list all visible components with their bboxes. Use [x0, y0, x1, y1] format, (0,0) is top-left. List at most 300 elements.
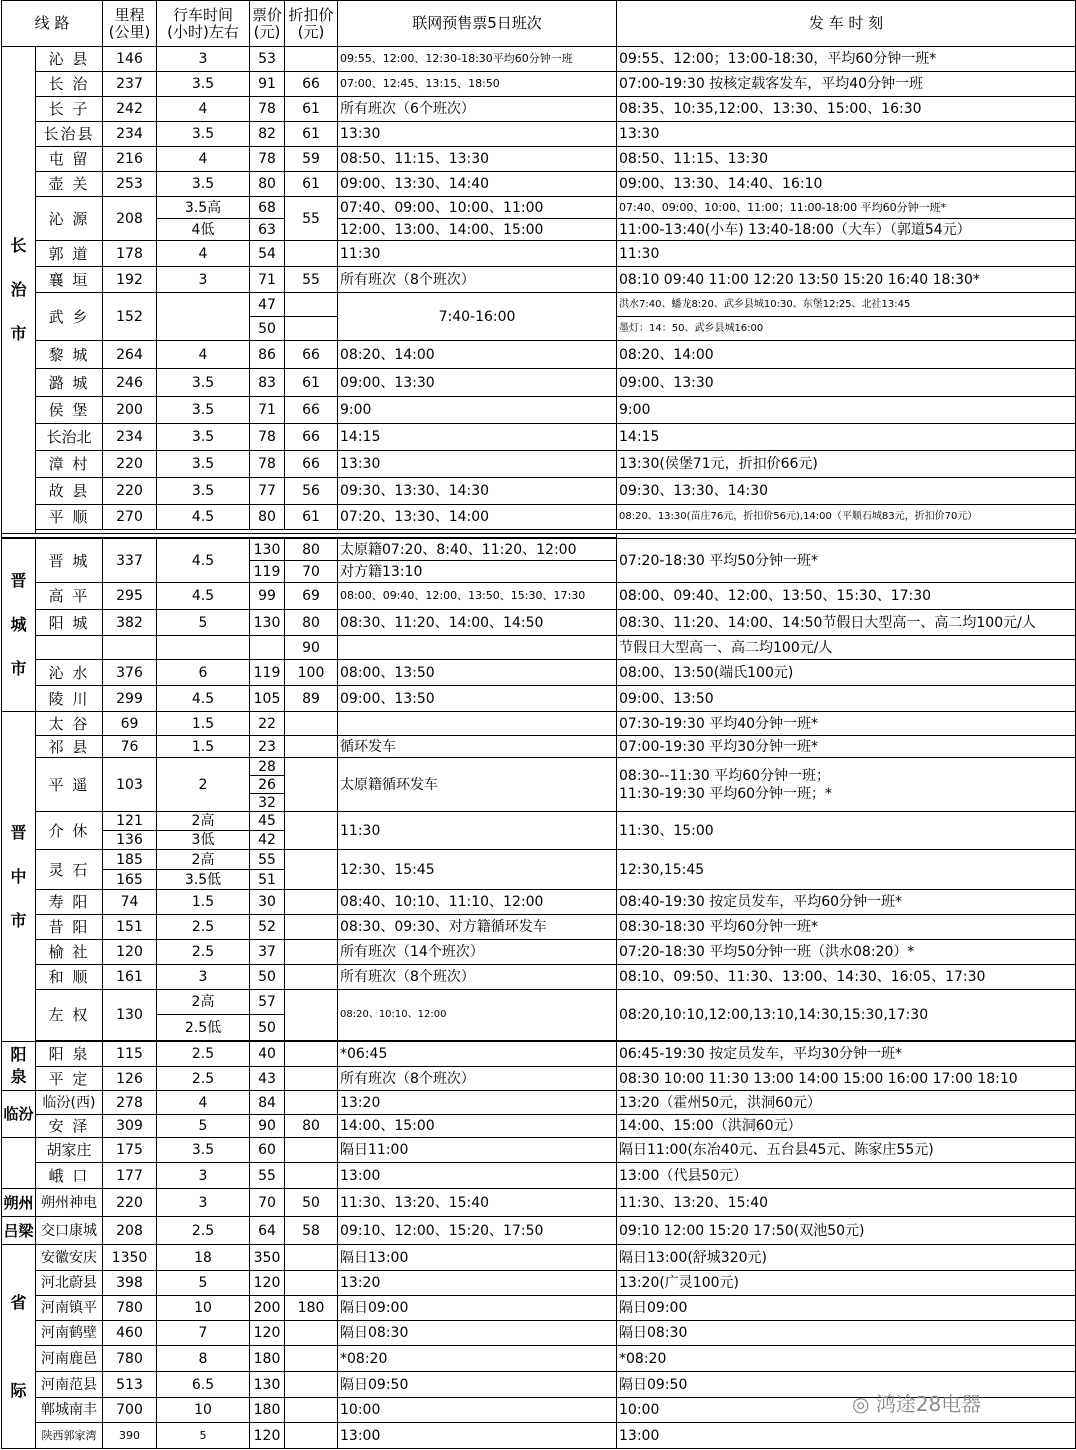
mileage-cell: 700 — [103, 1398, 157, 1423]
mileage-cell: 69 — [103, 712, 157, 736]
route-name: 太 谷 — [36, 712, 103, 736]
route-name: 平 顺 — [36, 505, 103, 530]
route-name: 高 平 — [36, 583, 103, 610]
route-name: 峨 口 — [36, 1163, 103, 1189]
online-cell: 隔日11:00 — [338, 1138, 617, 1163]
mileage-cell: 152 — [103, 293, 157, 341]
time-cell: 2.5 — [157, 940, 250, 965]
price-cell: 43 — [250, 1067, 285, 1091]
depart-cell: 11:30、13:20、15:40 — [617, 1189, 1076, 1217]
time-cell: 5 — [157, 610, 250, 636]
route-name: 交口康城 — [36, 1217, 103, 1245]
time-cell: 3.5 — [157, 424, 250, 451]
price-cell: 78 — [250, 147, 285, 172]
price-cell: 50 — [250, 965, 285, 990]
online-cell: 08:00、09:40、12:00、13:50、15:30、17:30 — [338, 583, 617, 610]
depart-cell: 08:30 10:00 11:30 13:00 14:00 15:00 16:00 17:00 18:10 — [617, 1067, 1076, 1091]
time-cell: 3.5 — [157, 122, 250, 147]
time-cell: 3 — [157, 267, 250, 293]
online-cell: *08:20 — [338, 1346, 617, 1372]
price-cell: 68 — [250, 197, 285, 219]
route-name: 和 顺 — [36, 965, 103, 990]
table-row — [2, 397, 1076, 424]
price-cell: 86 — [250, 341, 285, 369]
price-cell: 54 — [250, 241, 285, 267]
price-cell: 120 — [250, 1423, 285, 1449]
depart-cell: 08:10、09:50、11:30、13:00、14:30、16:05、17:30 — [617, 965, 1076, 990]
depart-cell: 08:20、14:00 — [617, 341, 1076, 369]
mileage-cell: 151 — [103, 915, 157, 940]
discount-cell — [285, 890, 338, 915]
online-cell: 所有班次（6个班次） — [338, 97, 617, 122]
price-cell: 119 — [250, 660, 285, 686]
online-cell: 12:00、13:00、14:00、15:00 — [338, 219, 617, 241]
price-cell: 120 — [250, 1321, 285, 1346]
online-cell: 13:00 — [338, 1163, 617, 1189]
table-row — [2, 147, 1076, 172]
price-cell — [250, 636, 285, 660]
mileage-cell: 253 — [103, 172, 157, 197]
route-name: 河南镇平 — [36, 1296, 103, 1321]
price-cell: 60 — [250, 1138, 285, 1163]
online-cell: 11:30 — [338, 812, 617, 850]
online-cell: 08:30、11:20、14:00、14:50 — [338, 610, 617, 636]
watermark-text: 鸿途28电器 — [875, 1392, 982, 1416]
online-cell: 07:00、12:45、13:15、18:50 — [338, 72, 617, 97]
table-row — [2, 1115, 1076, 1138]
time-cell — [157, 293, 250, 341]
depart-cell: *08:20 — [617, 1346, 1076, 1372]
depart-cell: 08:20、13:30(苗庄76元，折扣价56元),14:00（平顺石城83元，折扣价70元） — [617, 505, 1076, 530]
table-row — [2, 583, 1076, 610]
price-cell: 130 — [250, 610, 285, 636]
depart-cell: 08:00、09:40、12:00、13:50、15:30、17:30 — [617, 583, 1076, 610]
discount-cell — [285, 1321, 338, 1346]
discount-cell: 55 — [285, 267, 338, 293]
price-cell: 53 — [250, 47, 285, 72]
mileage-cell: 208 — [103, 1217, 157, 1245]
route-name: 沁 源 — [36, 197, 103, 241]
discount-cell: 66 — [285, 341, 338, 369]
mileage-cell: 220 — [103, 478, 157, 505]
mileage-cell: 185 — [103, 850, 157, 870]
table-row — [2, 47, 1076, 72]
route-name: 河南鹿邑 — [36, 1346, 103, 1372]
price-cell: 84 — [250, 1091, 285, 1115]
mileage-cell: 513 — [103, 1372, 157, 1398]
depart-cell: 08:00、13:50(端氏100元) — [617, 660, 1076, 686]
price-cell: 64 — [250, 1217, 285, 1245]
mileage-cell: 146 — [103, 47, 157, 72]
depart-cell: 墨灯：14：50、武乡县城16:00 — [617, 317, 1076, 341]
online-cell: 循环发车 — [338, 736, 617, 758]
price-cell: 22 — [250, 712, 285, 736]
route-name: 故 县 — [36, 478, 103, 505]
route-name: 长 治 — [36, 72, 103, 97]
route-name: 安徽安庆 — [36, 1245, 103, 1271]
route-name: 阳 城 — [36, 610, 103, 636]
time-cell: 3 — [157, 1189, 250, 1217]
depart-cell: 06:45-19:30 按定员发车，平均30分钟一班* — [617, 1042, 1076, 1067]
discount-cell — [285, 812, 338, 850]
table-row — [2, 712, 1076, 736]
table-row — [2, 1138, 1076, 1163]
group-label-jinzhong: 晋 中 市 — [2, 712, 36, 1042]
time-cell: 3.5 — [157, 397, 250, 424]
time-cell: 3.5 — [157, 451, 250, 478]
header-discount: 折扣价 (元) — [285, 1, 338, 47]
online-cell: 隔日09:50 — [338, 1372, 617, 1398]
discount-cell — [285, 1163, 338, 1189]
mileage-cell: 192 — [103, 267, 157, 293]
discount-cell — [285, 241, 338, 267]
time-cell: 3.5 — [157, 369, 250, 397]
price-cell: 50 — [250, 1015, 285, 1041]
table-row — [2, 478, 1076, 505]
route-name: 黎 城 — [36, 341, 103, 369]
discount-cell — [285, 1398, 338, 1423]
table-row — [2, 610, 1076, 636]
online-cell: 太原籍循环发车 — [338, 758, 617, 812]
time-cell: 10 — [157, 1296, 250, 1321]
table-row — [2, 1296, 1076, 1321]
route-name: 侯 堡 — [36, 397, 103, 424]
mileage-cell: 1350 — [103, 1245, 157, 1271]
route-name: 郭 道 — [36, 241, 103, 267]
mileage-cell: 237 — [103, 72, 157, 97]
route-name: 介 休 — [36, 812, 103, 850]
time-cell: 4 — [157, 341, 250, 369]
discount-cell: 59 — [285, 147, 338, 172]
online-cell: 太原籍07:20、8:40、11:20、12:00 — [338, 539, 617, 561]
time-cell: 4 — [157, 97, 250, 122]
price-cell: 57 — [250, 990, 285, 1015]
online-cell: 隔日08:30 — [338, 1321, 617, 1346]
route-name: 沁 县 — [36, 47, 103, 72]
online-cell: 08:20、14:00 — [338, 341, 617, 369]
time-cell: 2高 — [157, 850, 250, 870]
time-cell: 1.5 — [157, 736, 250, 758]
time-cell: 10 — [157, 1398, 250, 1423]
depart-cell: 08:35、10:35,12:00、13:30、15:00、16:30 — [617, 97, 1076, 122]
depart-cell: 13:30(侯堡71元，折扣价66元) — [617, 451, 1076, 478]
route-name: 河北蔚县 — [36, 1271, 103, 1296]
table-row — [2, 990, 1076, 1015]
table-row — [2, 267, 1076, 293]
discount-cell — [285, 965, 338, 990]
price-cell: 37 — [250, 940, 285, 965]
discount-cell: 56 — [285, 478, 338, 505]
online-cell — [338, 712, 617, 736]
table-row — [2, 172, 1076, 197]
discount-cell — [285, 1245, 338, 1271]
table-row — [2, 219, 1076, 241]
price-cell: 30 — [250, 890, 285, 915]
mileage-cell: 246 — [103, 369, 157, 397]
discount-cell: 89 — [285, 686, 338, 712]
discount-cell: 70 — [285, 561, 338, 583]
discount-cell — [285, 850, 338, 890]
price-cell: 45 — [250, 812, 285, 831]
discount-cell: 80 — [285, 610, 338, 636]
price-cell: 82 — [250, 122, 285, 147]
time-cell: 4低 — [157, 219, 250, 241]
depart-cell: 08:30-18:30 平均60分钟一班* — [617, 915, 1076, 940]
time-cell: 3低 — [157, 831, 250, 850]
route-name: 陕西郭家湾 — [36, 1423, 103, 1449]
time-cell: 2高 — [157, 812, 250, 831]
table-row — [2, 915, 1076, 940]
price-cell: 120 — [250, 1271, 285, 1296]
price-cell: 78 — [250, 451, 285, 478]
depart-cell: 09:30、13:30、14:30 — [617, 478, 1076, 505]
price-cell: 32 — [250, 794, 285, 812]
mileage-cell: 175 — [103, 1138, 157, 1163]
price-cell: 55 — [250, 1163, 285, 1189]
price-cell: 200 — [250, 1296, 285, 1321]
discount-cell: 61 — [285, 172, 338, 197]
price-cell: 78 — [250, 97, 285, 122]
mileage-cell: 115 — [103, 1042, 157, 1067]
table-row — [2, 369, 1076, 397]
discount-cell — [285, 1067, 338, 1091]
header-time: 行车时间 (小时)左右 — [157, 1, 250, 47]
header-departure-times: 发 车 时 刻 — [617, 1, 1076, 47]
online-cell: 10:00 — [338, 1398, 617, 1423]
table-row — [2, 890, 1076, 915]
mileage-cell: 165 — [103, 870, 157, 890]
table-row — [2, 812, 1076, 831]
route-name: 长 子 — [36, 97, 103, 122]
depart-cell: 14:00、15:00（洪洞60元） — [617, 1115, 1076, 1138]
time-cell: 7 — [157, 1321, 250, 1346]
online-cell: 11:30 — [338, 241, 617, 267]
group-label-changzhi: 长 治 市 — [2, 47, 36, 534]
price-cell: 42 — [250, 831, 285, 850]
discount-cell — [285, 1271, 338, 1296]
mileage-cell: 398 — [103, 1271, 157, 1296]
price-cell: 91 — [250, 72, 285, 97]
depart-cell: 13:00（代县50元） — [617, 1163, 1076, 1189]
depart-cell: 13:00 — [617, 1423, 1076, 1449]
online-cell: 12:30、15:45 — [338, 850, 617, 890]
price-cell: 80 — [250, 172, 285, 197]
online-cell: 所有班次（8个班次） — [338, 1067, 617, 1091]
header-online-presale: 联网预售票5日班次 — [338, 1, 617, 47]
online-cell: 09:00、13:50 — [338, 686, 617, 712]
discount-cell — [285, 1346, 338, 1372]
online-cell: 所有班次（8个班次） — [338, 267, 617, 293]
time-cell: 18 — [157, 1245, 250, 1271]
price-cell: 70 — [250, 1189, 285, 1217]
route-name: 朔州神电 — [36, 1189, 103, 1217]
online-cell: 09:10、12:00、15:20、17:50 — [338, 1217, 617, 1245]
online-cell: 所有班次（8个班次） — [338, 965, 617, 990]
depart-cell: 09:55、12:00；13:00-18:30，平均60分钟一班* — [617, 47, 1076, 72]
group-label-province: 省 际 — [2, 1245, 36, 1449]
price-cell: 77 — [250, 478, 285, 505]
mileage-cell: 216 — [103, 147, 157, 172]
price-cell: 180 — [250, 1398, 285, 1423]
discount-cell: 66 — [285, 451, 338, 478]
discount-cell: 58 — [285, 1217, 338, 1245]
table-row — [2, 1321, 1076, 1346]
mileage-cell: 309 — [103, 1115, 157, 1138]
depart-cell: 07:40、09:00、10:00、11:00；11:00-18:00 平均60分钟一班* — [617, 197, 1076, 219]
mileage-cell: 780 — [103, 1346, 157, 1372]
time-cell: 4 — [157, 1091, 250, 1115]
time-cell: 8 — [157, 1346, 250, 1372]
mileage-cell: 270 — [103, 505, 157, 530]
price-cell: 180 — [250, 1346, 285, 1372]
discount-cell — [285, 1042, 338, 1067]
mileage-cell: 120 — [103, 940, 157, 965]
table-row — [2, 1217, 1076, 1245]
mileage-cell: 278 — [103, 1091, 157, 1115]
depart-cell: 09:00、13:30、14:40、16:10 — [617, 172, 1076, 197]
discount-cell: 69 — [285, 583, 338, 610]
route-name: 壶 关 — [36, 172, 103, 197]
depart-cell: 隔日09:50 — [617, 1372, 1076, 1398]
depart-cell: 隔日13:00(舒城320元) — [617, 1245, 1076, 1271]
discount-cell — [285, 990, 338, 1041]
time-cell: 3.5 — [157, 1138, 250, 1163]
price-cell: 80 — [250, 505, 285, 530]
discount-cell: 100 — [285, 660, 338, 686]
depart-line: 11:30-19:30 平均60分钟一班；* — [619, 785, 833, 802]
price-cell: 99 — [250, 583, 285, 610]
route-name: 武 乡 — [36, 293, 103, 341]
mileage-cell: 200 — [103, 397, 157, 424]
table-row — [2, 1091, 1076, 1115]
depart-cell: 07:20-18:30 平均50分钟一班（洪水08:20）* — [617, 940, 1076, 965]
price-cell: 130 — [250, 539, 285, 561]
online-cell: 13:30 — [338, 451, 617, 478]
online-cell: 09:30、13:30、14:30 — [338, 478, 617, 505]
depart-cell: 隔日11:00(东冶40元、五台县45元、陈家庄55元) — [617, 1138, 1076, 1163]
depart-cell: 隔日08:30 — [617, 1321, 1076, 1346]
mileage-cell: 337 — [103, 539, 157, 583]
table-row — [2, 1163, 1076, 1189]
price-cell: 130 — [250, 1372, 285, 1398]
group-label-linfen: 临汾 — [2, 1091, 36, 1138]
wechat-icon: ◎ — [852, 1392, 870, 1416]
depart-cell: 隔日09:00 — [617, 1296, 1076, 1321]
mileage-cell: 264 — [103, 341, 157, 369]
table-row — [2, 451, 1076, 478]
depart-cell: 10:00 — [617, 1398, 1076, 1423]
table-row — [2, 636, 1076, 660]
price-cell: 47 — [250, 293, 285, 317]
online-cell: 08:00、13:50 — [338, 660, 617, 686]
mileage-cell: 382 — [103, 610, 157, 636]
table-row — [2, 505, 1076, 530]
time-cell: 4.5 — [157, 583, 250, 610]
time-cell: 3 — [157, 965, 250, 990]
discount-cell: 66 — [285, 72, 338, 97]
table-row — [2, 424, 1076, 451]
table-row — [2, 736, 1076, 758]
group-label-shuozhou: 朔州 — [2, 1189, 36, 1217]
route-name: 长治县 — [36, 122, 103, 147]
route-name: 安 泽 — [36, 1115, 103, 1138]
route-name: 阳 泉 — [36, 1042, 103, 1067]
table-row — [2, 660, 1076, 686]
route-name: 长治北 — [36, 424, 103, 451]
discount-cell: 90 — [285, 636, 338, 660]
online-cell: 07:40、09:00、10:00、11:00 — [338, 197, 617, 219]
group-label-lvliang: 吕梁 — [2, 1217, 36, 1245]
online-cell: 14:00、15:00 — [338, 1115, 617, 1138]
table-row — [2, 940, 1076, 965]
route-name: 屯 留 — [36, 147, 103, 172]
mileage-cell: 234 — [103, 122, 157, 147]
header-row — [2, 1, 1076, 47]
watermark — [852, 1388, 981, 1417]
table-row — [2, 1067, 1076, 1091]
depart-cell: 11:30 — [617, 241, 1076, 267]
route-name — [36, 636, 103, 660]
table-row — [2, 850, 1076, 870]
time-cell: 3.5 — [157, 478, 250, 505]
discount-cell — [285, 915, 338, 940]
depart-cell — [617, 758, 1076, 812]
discount-cell: 180 — [285, 1296, 338, 1321]
depart-cell: 节假日大型高一、高二均100元/人 — [617, 636, 1076, 660]
mileage-cell — [103, 636, 157, 660]
table-row — [2, 539, 1076, 561]
price-cell: 350 — [250, 1245, 285, 1271]
route-name: 陵 川 — [36, 686, 103, 712]
discount-cell — [285, 47, 338, 72]
mileage-cell: 780 — [103, 1296, 157, 1321]
time-cell: 2.5 — [157, 1217, 250, 1245]
time-cell: 5 — [157, 1423, 250, 1449]
time-cell: 3 — [157, 1163, 250, 1189]
price-cell: 50 — [250, 317, 285, 341]
time-cell: 2.5 — [157, 915, 250, 940]
price-cell: 51 — [250, 870, 285, 890]
time-cell: 2.5 — [157, 1042, 250, 1067]
table-row — [2, 1423, 1076, 1449]
time-cell: 2 — [157, 758, 250, 812]
mileage-cell: 234 — [103, 424, 157, 451]
discount-cell: 61 — [285, 369, 338, 397]
online-cell: 13:20 — [338, 1091, 617, 1115]
route-name: 祁 县 — [36, 736, 103, 758]
time-cell: 1.5 — [157, 890, 250, 915]
time-cell: 4.5 — [157, 539, 250, 583]
online-cell: 11:30、13:20、15:40 — [338, 1189, 617, 1217]
discount-cell — [285, 712, 338, 736]
mileage-cell: 242 — [103, 97, 157, 122]
depart-cell: 09:10 12:00 15:20 17:50(双池50元) — [617, 1217, 1076, 1245]
time-cell: 1.5 — [157, 712, 250, 736]
online-cell: 9:00 — [338, 397, 617, 424]
route-name: 襄 垣 — [36, 267, 103, 293]
online-cell: 13:30 — [338, 122, 617, 147]
time-cell: 4.5 — [157, 686, 250, 712]
online-cell: 08:30、09:30、对方籍循环发车 — [338, 915, 617, 940]
group-label-jincheng: 晋 城 市 — [2, 539, 36, 712]
time-cell: 2.5 — [157, 1067, 250, 1091]
discount-cell — [285, 758, 338, 812]
discount-cell — [285, 1138, 338, 1163]
route-name: 榆 社 — [36, 940, 103, 965]
depart-line: 08:30--11:30 平均60分钟一班； — [619, 767, 831, 784]
table-row — [2, 758, 1076, 776]
table-row — [2, 341, 1076, 369]
